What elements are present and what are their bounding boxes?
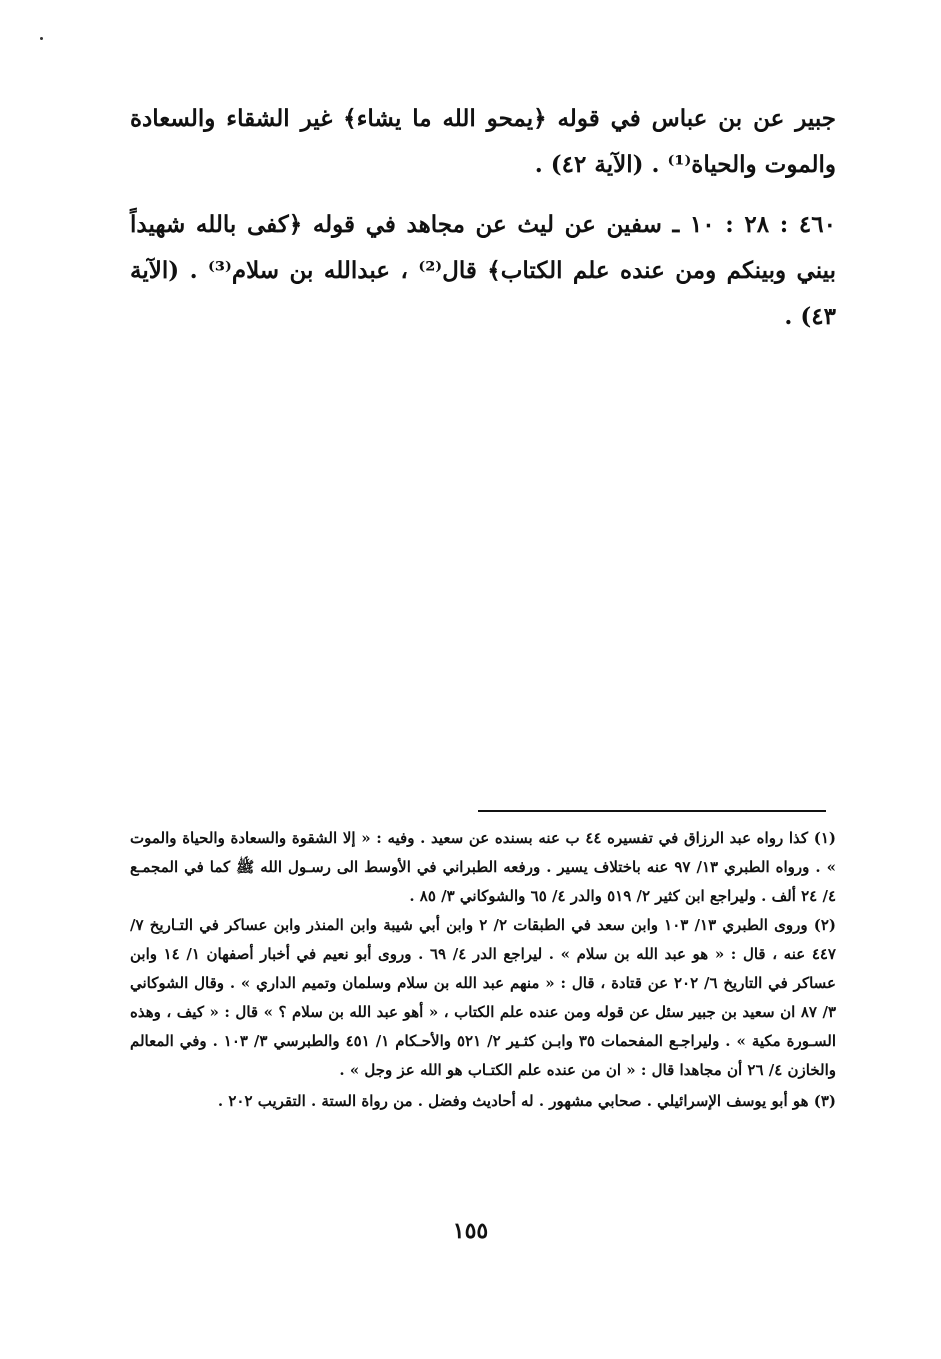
footnote-separator xyxy=(478,810,826,812)
page-number: ١٥٥ xyxy=(452,1218,489,1244)
scan-speck xyxy=(40,37,43,40)
paragraph-continuation: جبير عن بن عباس في قوله ﴿يمحو الله ما يشاء﴾ غير الشقاء والسعادة والموت والحياة⁽¹⁾ . (الآية ٤٢) . xyxy=(130,105,836,178)
footnotes xyxy=(130,824,836,1116)
main-text xyxy=(130,96,836,354)
footnote-3: (٣) هو أبو يوسف الإسرائيلي . صحابي مشهور . له أحاديث وفضل . من رواة الستة . التقريب ٢٠٢ . xyxy=(217,1092,836,1110)
footnote-2: (٢) وروى الطبري ١٣/ ١٠٣ وابن سعد في الطبقات ٢/ ٢ وابن أبي شيبة وابن المنذر وابن عساكر في التـاريخ ٧/ ٤٤٧ عنه ، قال : « هو عبد الله بن سلام » . ليراجع الدر ٤/ ٦٩ . وروى أبو نعيم في أخبار أصفهان ١/ ١٤ وابن عساكر في التاريخ ٦/ ٢٠٢ عن قتادة ، قال : « منهم عبد الله بن سلام وسلمان وتميم الداري » . وقال الشوكاني ٣/ ٨٧ ان سعيد بن جبير سئل عن قوله ومن عنده علم الكتاب ، « أهو عبد الله بن سلام ؟ » قال : « كيف ، وهذه السـورة مكية » . وليراجـع المفحمات ٣٥ وابـن كثـير ٢/ ٥٢١ والأحـكام ١/ ٤٥١ والطبرسي ٣/ ١٠٣ . وفي المعالم والخازن ٤/ ٢٦ أن مجاهدا قال : « ان من عنده علم الكتـاب هو الله عز وجل » . xyxy=(130,916,837,1079)
entry-460: ٤٦٠ : ٢٨ : ١٠ ـ سفين عن ليث عن مجاهد في قوله ﴿كفى بالله شهيداً بيني وبينكم ومن عنده علم الكتاب﴾ قال⁽²⁾ ، عبدالله بن سلام⁽³⁾ . (الآية ٤٣) . xyxy=(130,211,836,330)
footnote-1: (١) كذا رواه عبد الرزاق في تفسيره ٤٤ ب عنه بسنده عن سعيد . وفيه : « إلا الشقوة والسعادة والحياة والموت » . ورواه الطبري ١٣/ ٩٧ عنه باختلاف يسير . ورفعه الطبراني في الأوسط الى رسـول الله ﷺ كما في المجمـع ٤/ ٢٤ ألف . وليراجع ابن كثير ٢/ ٥١٩ والدر ٤/ ٦٥ والشوكاني ٣/ ٨٥ . xyxy=(130,829,836,905)
